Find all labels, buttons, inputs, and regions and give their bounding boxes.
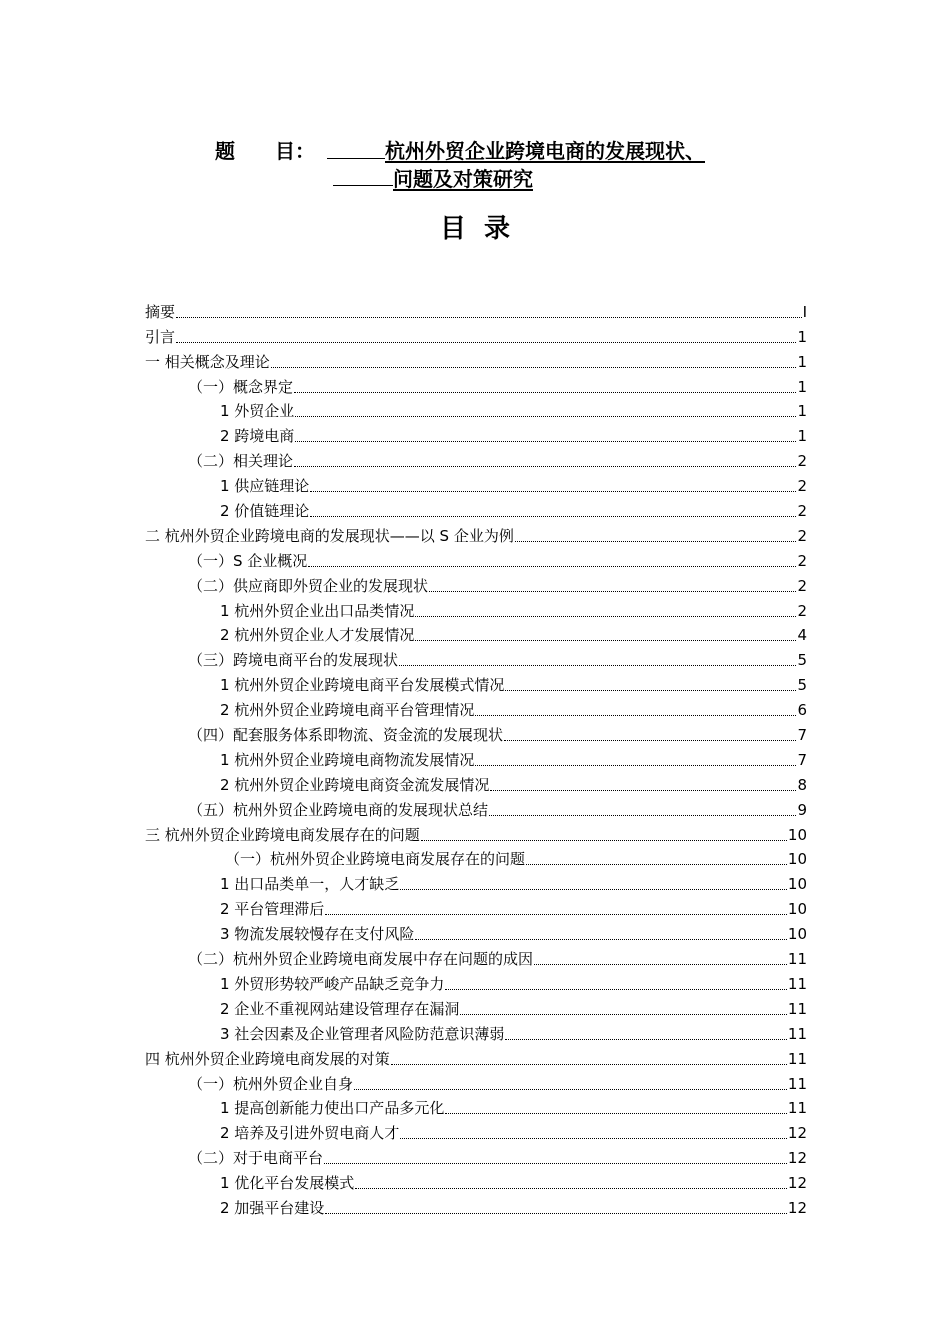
toc-entry-page-number: 1 — [797, 402, 807, 421]
thesis-title-line-2 — [215, 165, 775, 193]
toc-dot-leader — [415, 640, 796, 641]
toc-entry[interactable] — [145, 446, 807, 471]
toc-entry[interactable] — [145, 770, 807, 795]
toc-dot-leader — [295, 441, 796, 442]
toc-entry-page-number: 11 — [787, 950, 807, 969]
toc-entry[interactable] — [145, 372, 807, 397]
toc-entry-page-number: I — [802, 302, 807, 321]
toc-entry-page-number: 11 — [787, 1074, 807, 1093]
toc-entry-page-number: 5 — [797, 676, 807, 695]
toc-entry[interactable] — [145, 1094, 807, 1119]
toc-dot-leader — [310, 516, 796, 517]
toc-entry[interactable] — [145, 297, 807, 322]
toc-entry[interactable] — [145, 1019, 807, 1044]
toc-entry[interactable] — [145, 869, 807, 894]
toc-dot-leader — [400, 889, 787, 890]
toc-entry-label: 1 出口品类单一，人才缺乏 — [220, 875, 400, 894]
toc-entry-page-number: 2 — [797, 477, 807, 496]
toc-entry[interactable] — [145, 645, 807, 670]
toc-dot-leader — [271, 367, 797, 368]
toc-entry-label: （一）S 企业概况 — [188, 551, 308, 570]
toc-entry[interactable] — [145, 621, 807, 646]
toc-entry[interactable] — [145, 1143, 807, 1168]
toc-dot-leader — [391, 1064, 787, 1065]
toc-entry-page-number: 12 — [787, 1198, 807, 1217]
toc-dot-leader — [515, 541, 797, 542]
toc-entry-label: （一）杭州外贸企业跨境电商发展存在的问题 — [225, 850, 526, 869]
toc-entry-label: 1 杭州外贸企业跨境电商平台发展模式情况 — [220, 676, 505, 695]
toc-entry-label: 引言 — [145, 327, 176, 346]
toc-entry-page-number: 1 — [797, 377, 807, 396]
toc-dot-leader — [534, 964, 787, 965]
toc-entry-label: 1 外贸形势较严峻产品缺乏竞争力 — [220, 974, 445, 993]
toc-entry-label: 2 价值链理论 — [220, 502, 310, 521]
toc-entry-label: （二）杭州外贸企业跨境电商发展中存在问题的成因 — [188, 950, 534, 969]
toc-entry-page-number: 12 — [787, 1149, 807, 1168]
toc-dot-leader — [294, 466, 796, 467]
toc-dot-leader — [324, 1163, 787, 1164]
toc-entry[interactable] — [145, 695, 807, 720]
thesis-title-text-1: 杭州外贸企业跨境电商的发展现状、 — [385, 139, 705, 163]
toc-heading: 目录 — [439, 214, 528, 244]
toc-entry-page-number: 1 — [797, 327, 807, 346]
toc-dot-leader — [355, 1188, 787, 1189]
toc-entry-page-number: 7 — [797, 750, 807, 769]
table-of-contents — [145, 297, 807, 1218]
toc-entry[interactable] — [145, 1069, 807, 1094]
toc-entry[interactable] — [145, 745, 807, 770]
toc-entry[interactable] — [145, 322, 807, 347]
toc-entry-label: （二）相关理论 — [188, 452, 294, 471]
toc-dot-leader — [176, 342, 796, 343]
title-label: 题 目： — [215, 139, 315, 163]
toc-dot-leader — [490, 790, 796, 791]
toc-entry[interactable] — [145, 944, 807, 969]
toc-dot-leader — [399, 665, 796, 666]
toc-entry-label: 1 杭州外贸企业出口品类情况 — [220, 601, 415, 620]
toc-dot-leader — [505, 690, 796, 691]
toc-entry-label: （二）供应商即外贸企业的发展现状 — [188, 576, 429, 595]
toc-dot-leader — [475, 765, 796, 766]
toc-entry-label: 2 培养及引进外贸电商人才 — [220, 1124, 400, 1143]
toc-entry[interactable] — [145, 670, 807, 695]
toc-dot-leader — [415, 616, 796, 617]
toc-entry[interactable] — [145, 546, 807, 571]
toc-entry-page-number: 2 — [797, 576, 807, 595]
toc-entry-page-number: 10 — [787, 900, 807, 919]
toc-entry-page-number: 12 — [787, 1124, 807, 1143]
toc-entry-page-number: 11 — [787, 999, 807, 1018]
toc-dot-leader — [325, 914, 787, 915]
toc-entry[interactable] — [145, 1193, 807, 1218]
toc-entry-label: 2 企业不重视网站建设管理存在漏洞 — [220, 999, 460, 1018]
toc-entry-label: （二）对于电商平台 — [188, 1149, 324, 1168]
toc-entry-page-number: 2 — [797, 452, 807, 471]
toc-entry[interactable] — [145, 471, 807, 496]
toc-entry-page-number: 11 — [787, 1049, 807, 1068]
toc-dot-leader — [310, 491, 796, 492]
toc-entry-label: （一）杭州外贸企业自身 — [188, 1074, 354, 1093]
toc-entry-page-number: 11 — [787, 1024, 807, 1043]
toc-entry-label: 1 外贸企业 — [220, 402, 295, 421]
toc-dot-leader — [504, 740, 796, 741]
toc-entry[interactable] — [145, 496, 807, 521]
toc-entry-label: 3 物流发展较慢存在支付风险 — [220, 925, 415, 944]
toc-entry-label: 3 社会因素及企业管理者风险防范意识薄弱 — [220, 1024, 505, 1043]
toc-entry-page-number: 1 — [797, 427, 807, 446]
toc-dot-leader — [325, 1213, 787, 1214]
toc-entry-label: 1 提高创新能力使出口产品多元化 — [220, 1099, 445, 1118]
toc-entry-page-number: 9 — [797, 800, 807, 819]
title-underline-pad — [327, 138, 385, 159]
toc-dot-leader — [400, 1138, 787, 1139]
toc-dot-leader — [460, 1014, 787, 1015]
toc-entry-label: 一 相关概念及理论 — [145, 352, 270, 371]
toc-entry-page-number: 2 — [797, 502, 807, 521]
toc-dot-leader — [475, 715, 796, 716]
toc-entry-page-number: 12 — [787, 1174, 807, 1193]
toc-entry-label: （四）配套服务体系即物流、资金流的发展现状 — [188, 726, 504, 745]
toc-entry[interactable] — [145, 845, 807, 870]
toc-entry-label: 1 优化平台发展模式 — [220, 1174, 355, 1193]
toc-entry[interactable] — [145, 347, 807, 372]
toc-entry-page-number: 7 — [797, 726, 807, 745]
toc-dot-leader — [526, 864, 787, 865]
toc-entry-label: 2 杭州外贸企业人才发展情况 — [220, 626, 415, 645]
toc-entry-label: 2 杭州外贸企业跨境电商资金流发展情况 — [220, 775, 490, 794]
toc-entry-page-number: 11 — [787, 1099, 807, 1118]
title-underline-pad-2 — [333, 165, 393, 186]
toc-dot-leader — [489, 815, 796, 816]
toc-entry-page-number: 2 — [797, 551, 807, 570]
toc-entry-page-number: 10 — [787, 875, 807, 894]
toc-entry[interactable] — [145, 1118, 807, 1143]
toc-entry-label: （三）跨境电商平台的发展现状 — [188, 651, 399, 670]
toc-entry[interactable] — [145, 521, 807, 546]
toc-entry-page-number: 1 — [797, 352, 807, 371]
toc-entry[interactable] — [145, 1168, 807, 1193]
toc-entry[interactable] — [145, 571, 807, 596]
toc-dot-leader — [445, 989, 787, 990]
toc-entry[interactable] — [145, 795, 807, 820]
toc-dot-leader — [421, 840, 787, 841]
toc-entry[interactable] — [145, 969, 807, 994]
toc-entry-label: 1 杭州外贸企业跨境电商物流发展情况 — [220, 750, 475, 769]
toc-entry[interactable] — [145, 596, 807, 621]
toc-entry-page-number: 8 — [797, 775, 807, 794]
toc-entry-label: 2 平台管理滞后 — [220, 900, 325, 919]
toc-entry[interactable] — [145, 894, 807, 919]
toc-entry-page-number: 10 — [787, 825, 807, 844]
toc-dot-leader — [445, 1113, 787, 1114]
toc-dot-leader — [308, 566, 796, 567]
toc-entry[interactable] — [145, 820, 807, 845]
toc-entry-page-number: 10 — [787, 925, 807, 944]
toc-entry[interactable] — [145, 397, 807, 422]
toc-entry-page-number: 5 — [797, 651, 807, 670]
toc-entry-label: 三 杭州外贸企业跨境电商发展存在的问题 — [145, 825, 420, 844]
thesis-title-text-2: 问题及对策研究 — [393, 167, 533, 191]
toc-entry-label: 四 杭州外贸企业跨境电商发展的对策 — [145, 1049, 390, 1068]
toc-entry-page-number: 2 — [797, 601, 807, 620]
toc-entry-label: 1 供应链理论 — [220, 477, 310, 496]
toc-dot-leader — [354, 1089, 787, 1090]
toc-entry-page-number: 2 — [797, 526, 807, 545]
toc-dot-leader — [505, 1039, 787, 1040]
toc-entry[interactable] — [145, 994, 807, 1019]
toc-entry-label: 2 杭州外贸企业跨境电商平台管理情况 — [220, 701, 475, 720]
thesis-title-block — [215, 138, 775, 193]
toc-entry-page-number: 6 — [797, 701, 807, 720]
toc-dot-leader — [295, 416, 796, 417]
toc-entry-label: （五）杭州外贸企业跨境电商的发展现状总结 — [188, 800, 489, 819]
toc-entry-page-number: 4 — [797, 626, 807, 645]
toc-entry-label: 2 跨境电商 — [220, 427, 295, 446]
toc-entry[interactable] — [145, 919, 807, 944]
toc-dot-leader — [294, 392, 796, 393]
toc-entry[interactable] — [145, 1044, 807, 1069]
toc-dot-leader — [415, 939, 787, 940]
toc-entry-page-number: 11 — [787, 974, 807, 993]
thesis-title-line-1 — [215, 138, 775, 165]
toc-entry[interactable] — [145, 720, 807, 745]
toc-dot-leader — [429, 591, 796, 592]
toc-entry-label: （一）概念界定 — [188, 377, 294, 396]
toc-entry-label: 2 加强平台建设 — [220, 1198, 325, 1217]
toc-entry[interactable] — [145, 421, 807, 446]
toc-entry-label: 二 杭州外贸企业跨境电商的发展现状——以 S 企业为例 — [145, 526, 514, 545]
toc-entry-page-number: 10 — [787, 850, 807, 869]
toc-dot-leader — [176, 317, 802, 318]
toc-entry-label: 摘要 — [145, 302, 176, 321]
